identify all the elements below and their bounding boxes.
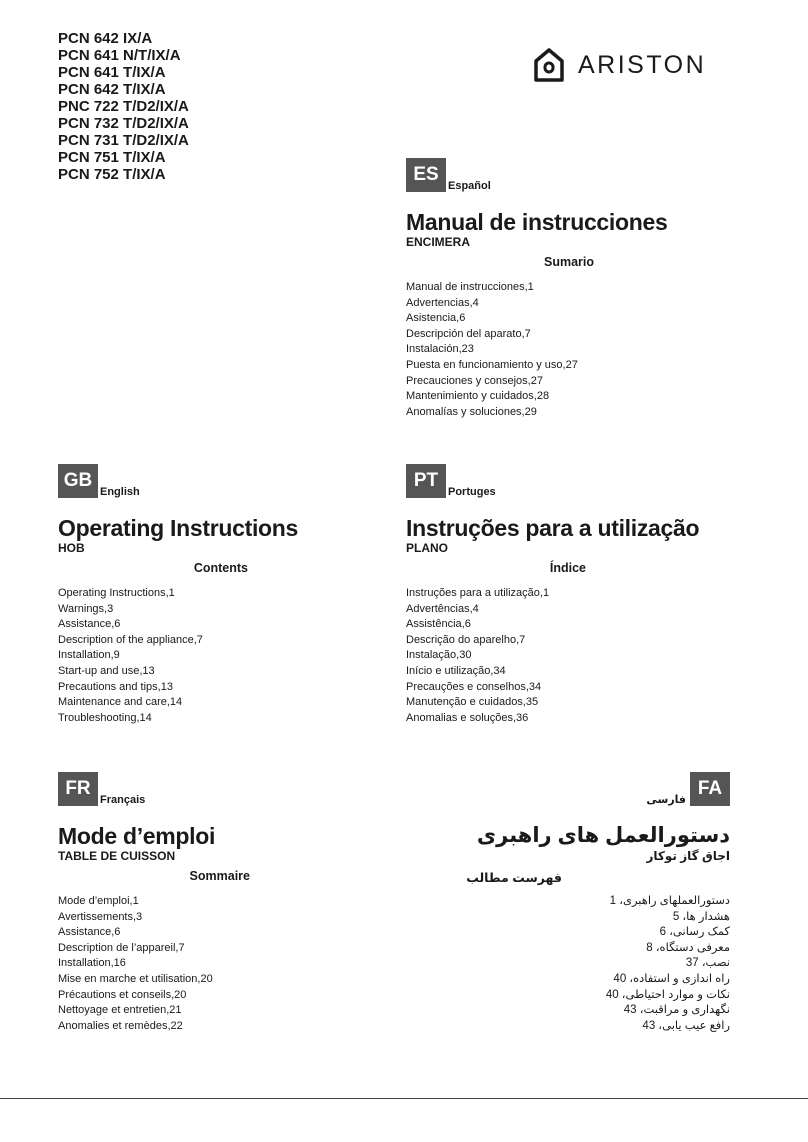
toc-item: نکات و موارد احتیاطی، 40 [605, 988, 730, 1001]
model-number: PCN 642 T/IX/A [58, 81, 166, 98]
toc-item: Instalação,30 [406, 649, 472, 662]
toc-item: Assistance,6 [58, 618, 121, 631]
brand-logo [534, 48, 706, 82]
table-of-contents [406, 280, 766, 420]
toc-item: هشدار ها، 5 [672, 910, 730, 923]
model-number: PCN 752 T/IX/A [58, 166, 166, 183]
toc-item: Warnings,3 [58, 602, 114, 615]
toc-item: معرفی دستگاه، 8 [646, 941, 730, 954]
manual-subtitle: ENCIMERA [406, 235, 471, 249]
toc-item: Troubleshooting,14 [58, 711, 152, 724]
toc-item: Manual de instrucciones,1 [406, 281, 534, 293]
language-code-badge: ES [406, 158, 446, 192]
toc-item: Mode d’emploi,1 [58, 895, 139, 907]
toc-item: Precauciones y consejos,27 [406, 374, 543, 387]
manual-title: Operating Instructions [58, 515, 299, 541]
toc-item: Mantenimiento y cuidados,28 [406, 390, 550, 403]
toc-item: Anomalias e soluções,36 [406, 711, 529, 724]
toc-item: Anomalías y soluciones,29 [406, 405, 537, 418]
toc-item: Mise en marche et utilisation,20 [58, 972, 213, 985]
section-es [406, 158, 766, 420]
language-code-badge: FA [690, 772, 730, 806]
model-number: PCN 731 T/D2/IX/A [58, 132, 189, 149]
table-of-contents [58, 894, 418, 1034]
toc-item: رافع عیب یابی، 43 [642, 1019, 730, 1032]
toc-item: Description of the appliance,7 [58, 633, 203, 646]
toc-item: Avertissements,3 [58, 910, 143, 923]
language-name: Portuges [448, 486, 496, 498]
toc-item: Descripción del aparato,7 [406, 327, 531, 340]
toc-heading: Índice [549, 561, 586, 575]
brand-name: ARISTON [578, 50, 707, 79]
model-number: PCN 641 T/IX/A [58, 64, 166, 81]
toc-item: کمک رسانی، 6 [659, 926, 730, 939]
toc-item: Advertencias,4 [406, 296, 479, 309]
language-code-badge: GB [58, 464, 98, 498]
language-code-badge: PT [406, 464, 446, 498]
toc-item: Assistência,6 [406, 618, 471, 631]
toc-item: Précautions et conseils,20 [58, 988, 187, 1001]
toc-item: Anomalies et remèdes,22 [58, 1019, 183, 1032]
language-name: Français [100, 794, 146, 806]
toc-item: Início e utilização,34 [406, 664, 506, 677]
toc-item: Operating Instructions,1 [58, 587, 175, 599]
toc-item: Installation,16 [58, 957, 126, 970]
toc-heading: Sumario [543, 255, 594, 269]
manual-subtitle: اجاق گاز توکار [646, 849, 730, 863]
toc-heading: Contents [193, 561, 248, 575]
model-number: PCN 751 T/IX/A [58, 149, 166, 166]
table-of-contents [406, 586, 766, 726]
language-name: فارسی [646, 794, 686, 806]
toc-item: Descrição do aparelho,7 [406, 633, 526, 646]
section-pt [406, 464, 766, 726]
toc-heading: Sommaire [189, 869, 250, 883]
toc-item: Start-up and use,13 [58, 664, 155, 677]
table-of-contents [58, 586, 418, 726]
model-number: PCN 642 IX/A [58, 30, 153, 47]
toc-item: Instruções para a utilização,1 [406, 587, 550, 599]
section-gb [58, 464, 418, 726]
model-list [58, 30, 189, 183]
table-of-contents [370, 894, 730, 1034]
toc-item: Instalación,23 [406, 343, 474, 356]
manual-title: دستورالعمل های راهبری [476, 824, 730, 847]
manual-subtitle: PLANO [406, 541, 448, 555]
toc-item: Precautions and tips,13 [58, 680, 173, 693]
toc-item: نصب، 37 [685, 957, 730, 970]
toc-item: Precauções e conselhos,34 [406, 680, 542, 693]
toc-item: Description de l’appareil,7 [58, 941, 185, 954]
toc-item: Assistance,6 [58, 926, 121, 939]
toc-item: Manutenção e cuidados,35 [406, 696, 539, 709]
section-fr [58, 772, 418, 1034]
manual-title: Mode d’emploi [58, 823, 216, 849]
language-code-badge: FR [58, 772, 98, 806]
manual-subtitle: TABLE DE CUISSON [58, 849, 176, 863]
toc-item: Advertências,4 [406, 602, 479, 615]
section-fa [370, 772, 730, 1034]
manual-title: Manual de instrucciones [406, 209, 668, 235]
model-number: PCN 641 N/T/IX/A [58, 47, 181, 64]
house-logo-icon [534, 48, 564, 82]
language-name: Español [448, 180, 491, 192]
toc-item: راه اندازی و استفاده، 40 [613, 972, 730, 985]
manual-title: Instruções para a utilização [406, 515, 700, 541]
footer-divider [0, 1098, 808, 1099]
language-name: English [100, 486, 140, 498]
toc-heading: فهرست مطالب [466, 871, 562, 885]
model-number: PNC 722 T/D2/IX/A [58, 98, 189, 115]
toc-item: Nettoyage et entretien,21 [58, 1004, 182, 1017]
toc-item: Installation,9 [58, 649, 120, 662]
toc-item: Asistencia,6 [406, 312, 466, 325]
toc-item: نگهداری و مراقبت، 43 [623, 1004, 730, 1017]
toc-item: Maintenance and care,14 [58, 696, 183, 709]
toc-item: دستورالعملهای راهبری، 1 [609, 895, 730, 907]
model-number: PCN 732 T/D2/IX/A [58, 115, 189, 132]
toc-item: Puesta en funcionamiento y uso,27 [406, 358, 578, 371]
manual-subtitle: HOB [58, 541, 85, 555]
